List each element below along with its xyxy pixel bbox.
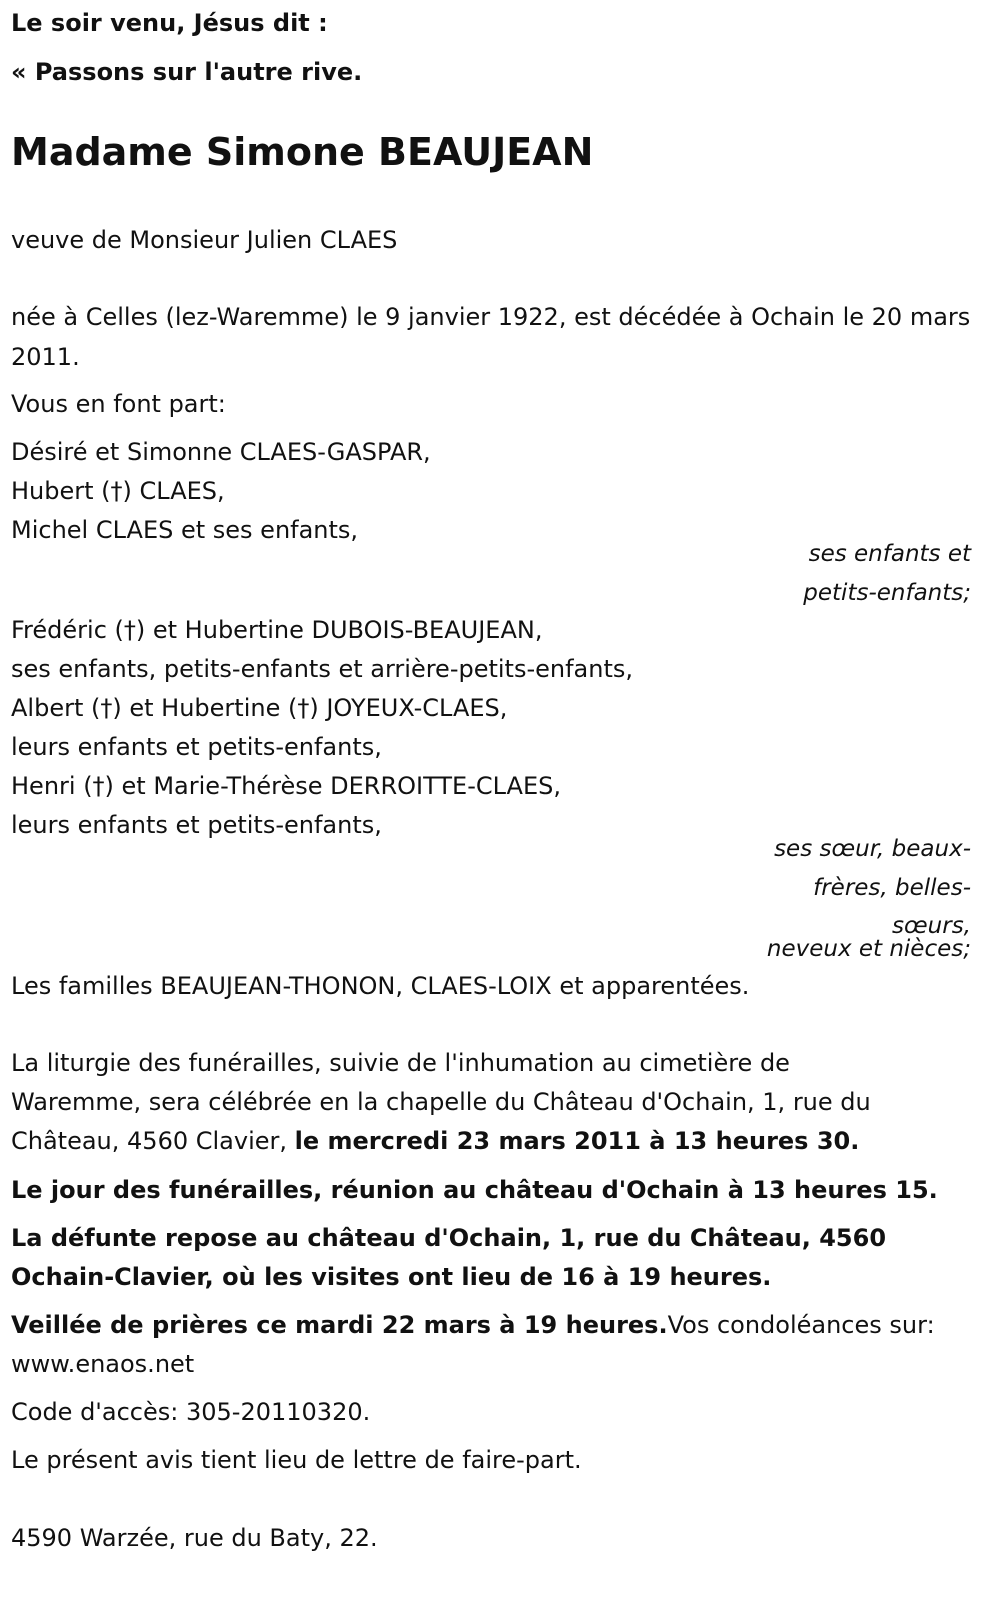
family-line: Désiré et Simonne CLAES-GASPAR, xyxy=(11,438,431,466)
widow-of-line: veuve de Monsieur Julien CLAES xyxy=(11,226,398,254)
ceremony-place: Château, 4560 Clavier, xyxy=(11,1127,295,1155)
ceremony-line xyxy=(11,1121,859,1161)
relation-note-line: frères, belles- xyxy=(813,875,971,901)
family-line: leurs enfants et petits-enfants, xyxy=(11,811,382,839)
family-line: Frédéric (†) et Hubertine DUBOIS-BEAUJEAN, xyxy=(11,616,543,644)
ceremony-line: La liturgie des funérailles, suivie de l'inhumation au cimetière de xyxy=(11,1049,790,1077)
notice-line: Le présent avis tient lieu de lettre de faire-part. xyxy=(11,1446,582,1474)
vigil-text: Veillée de prières ce mardi 22 mars à 19 heures. xyxy=(11,1311,668,1339)
condolences-text: Vos condoléances sur: xyxy=(667,1311,935,1339)
repose-line: Ochain-Clavier, où les visites ont lieu de 16 à 19 heures. xyxy=(11,1263,772,1291)
relation-note-line: neveux et nièces; xyxy=(766,936,971,962)
access-code: Code d'accès: 305-20110320. xyxy=(11,1398,371,1426)
family-line: ses enfants, petits-enfants et arrière-petits-enfants, xyxy=(11,655,634,683)
relation-note-line: sœurs, xyxy=(892,913,971,939)
deceased-name: Madame Simone BEAUJEAN xyxy=(11,130,594,174)
epigraph-line-1: Le soir venu, Jésus dit : xyxy=(11,9,328,37)
birth-death-paragraph: née à Celles (lez-Waremme) le 9 janvier 1922, est décédée à Ochain le 20 mars 2011. xyxy=(11,303,971,371)
family-line: Hubert (†) CLAES, xyxy=(11,477,225,505)
ceremony-line: Waremme, sera célébrée en la chapelle du Château d'Ochain, 1, rue du xyxy=(11,1088,871,1116)
relation-note-line: ses enfants et xyxy=(808,541,971,567)
relation-note-line: ses sœur, beaux- xyxy=(774,836,971,862)
vigil-line xyxy=(11,1305,935,1345)
epigraph-line-2: « Passons sur l'autre rive. xyxy=(11,58,363,86)
family-line: Michel CLAES et ses enfants, xyxy=(11,516,359,544)
address-line: 4590 Warzée, rue du Baty, 22. xyxy=(11,1524,378,1552)
meeting-line: Le jour des funérailles, réunion au château d'Ochain à 13 heures 15. xyxy=(11,1176,938,1204)
families-line: Les familles BEAUJEAN-THONON, CLAES-LOIX et apparentées. xyxy=(11,972,750,1000)
ceremony-date: le mercredi 23 mars 2011 à 13 heures 30. xyxy=(294,1127,860,1155)
family-line: Albert (†) et Hubertine (†) JOYEUX-CLAES, xyxy=(11,694,508,722)
announcement-intro: Vous en font part: xyxy=(11,390,226,418)
family-line: Henri (†) et Marie-Thérèse DERROITTE-CLAES, xyxy=(11,772,561,800)
relation-note-line: petits-enfants; xyxy=(803,580,971,606)
family-line: leurs enfants et petits-enfants, xyxy=(11,733,382,761)
repose-line: La défunte repose au château d'Ochain, 1, rue du Château, 4560 xyxy=(11,1224,887,1252)
website-link[interactable]: www.enaos.net xyxy=(11,1350,195,1378)
